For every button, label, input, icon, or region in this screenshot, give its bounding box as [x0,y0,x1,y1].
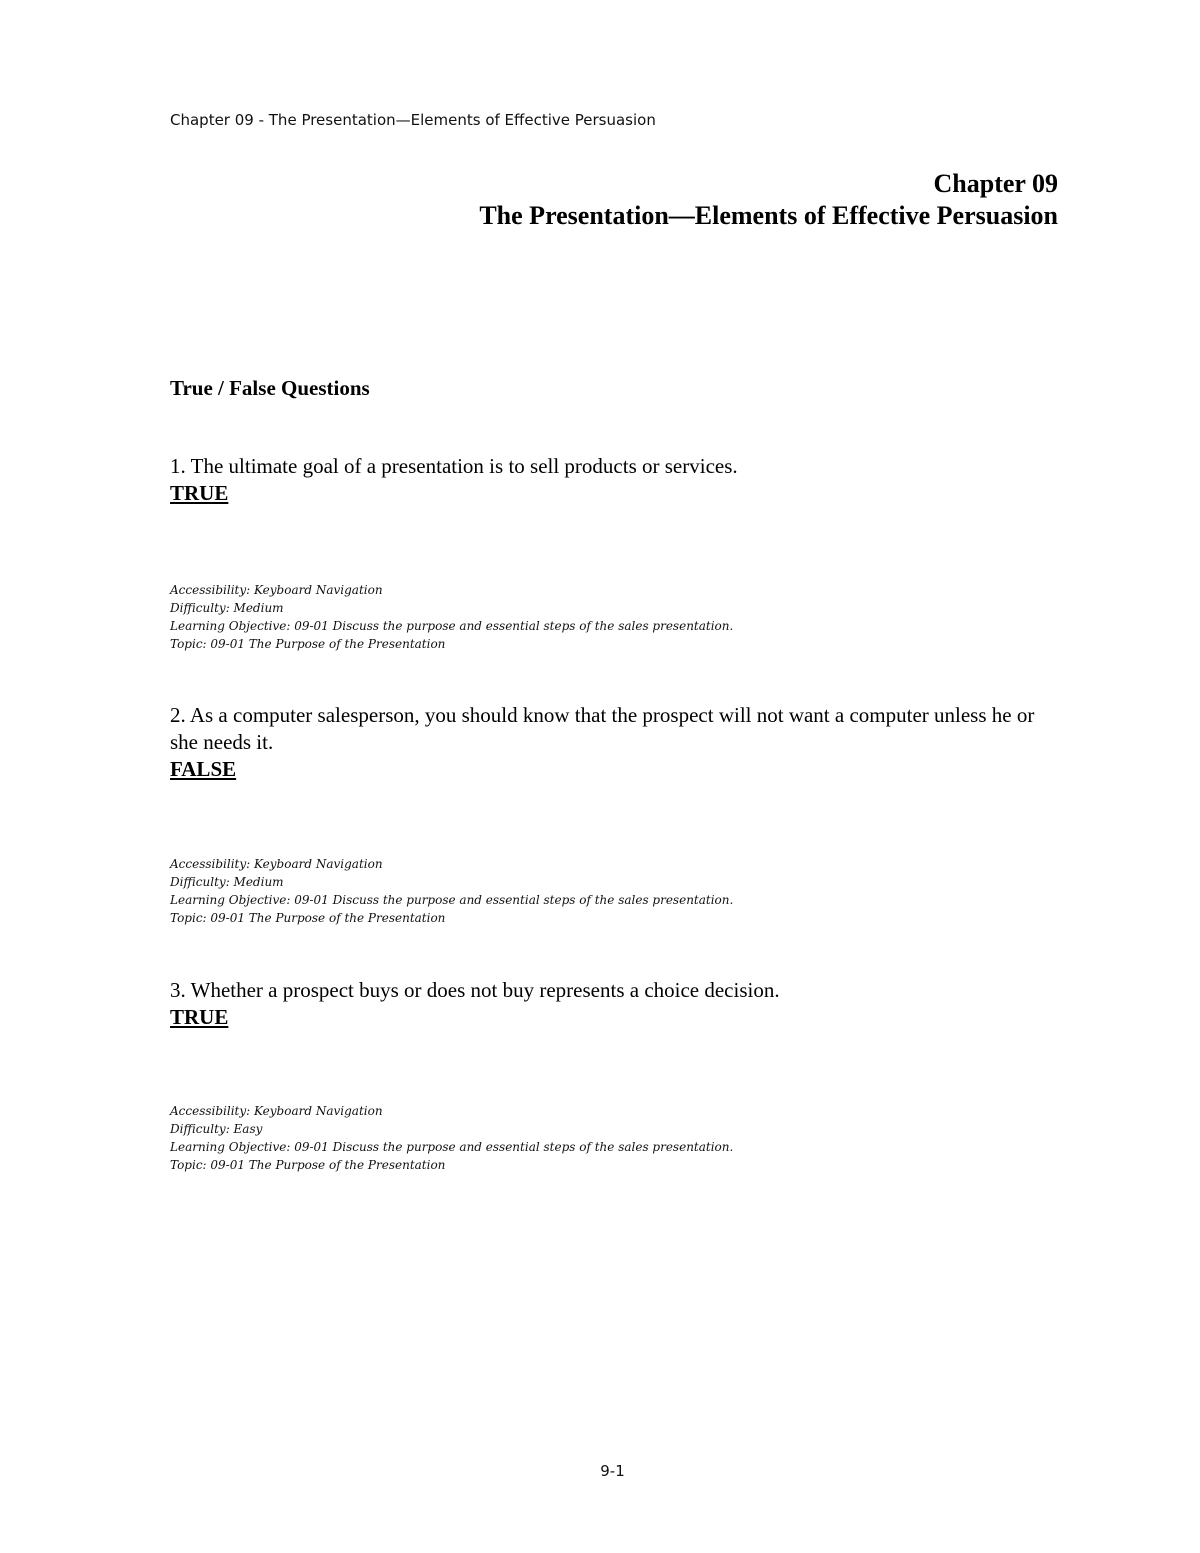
meta-accessibility: Accessibility: Keyboard Navigation [170,583,383,597]
question-answer: FALSE [170,757,237,781]
question-1-metadata [170,581,733,653]
meta-accessibility: Accessibility: Keyboard Navigation [170,1104,383,1118]
meta-topic: Topic: 09-01 The Purpose of the Presentation [170,637,446,651]
question-1 [170,453,1050,507]
chapter-subtitle: The Presentation—Elements of Effective Persuasion [479,201,1058,230]
meta-difficulty: Difficulty: Medium [170,875,284,889]
question-2-metadata [170,855,733,927]
question-2 [170,702,1050,783]
meta-difficulty: Difficulty: Easy [170,1122,263,1136]
running-header: Chapter 09 - The Presentation—Elements of Effective Persuasion [170,111,656,129]
meta-topic: Topic: 09-01 The Purpose of the Presentation [170,1158,446,1172]
question-answer: TRUE [170,481,229,505]
section-heading: True / False Questions [170,376,370,400]
chapter-number: Chapter 09 [933,169,1058,198]
chapter-title-block [479,168,1058,232]
meta-learning-objective: Learning Objective: 09-01 Discuss the purpose and essential steps of the sales presentation. [170,1140,734,1154]
question-text: 2. As a computer salesperson, you should know that the prospect will not want a computer unless he or she needs it. [170,703,1035,754]
question-text: 3. Whether a prospect buys or does not buy represents a choice decision. [170,978,780,1002]
meta-accessibility: Accessibility: Keyboard Navigation [170,857,383,871]
question-answer: TRUE [170,1005,229,1029]
question-3-metadata [170,1102,733,1174]
meta-learning-objective: Learning Objective: 09-01 Discuss the purpose and essential steps of the sales presentation. [170,893,734,907]
question-3 [170,977,1050,1031]
meta-difficulty: Difficulty: Medium [170,601,284,615]
page-number: 9-1 [600,1462,625,1480]
meta-topic: Topic: 09-01 The Purpose of the Presentation [170,911,446,925]
meta-learning-objective: Learning Objective: 09-01 Discuss the purpose and essential steps of the sales presentation. [170,619,734,633]
question-text: 1. The ultimate goal of a presentation is to sell products or services. [170,454,738,478]
